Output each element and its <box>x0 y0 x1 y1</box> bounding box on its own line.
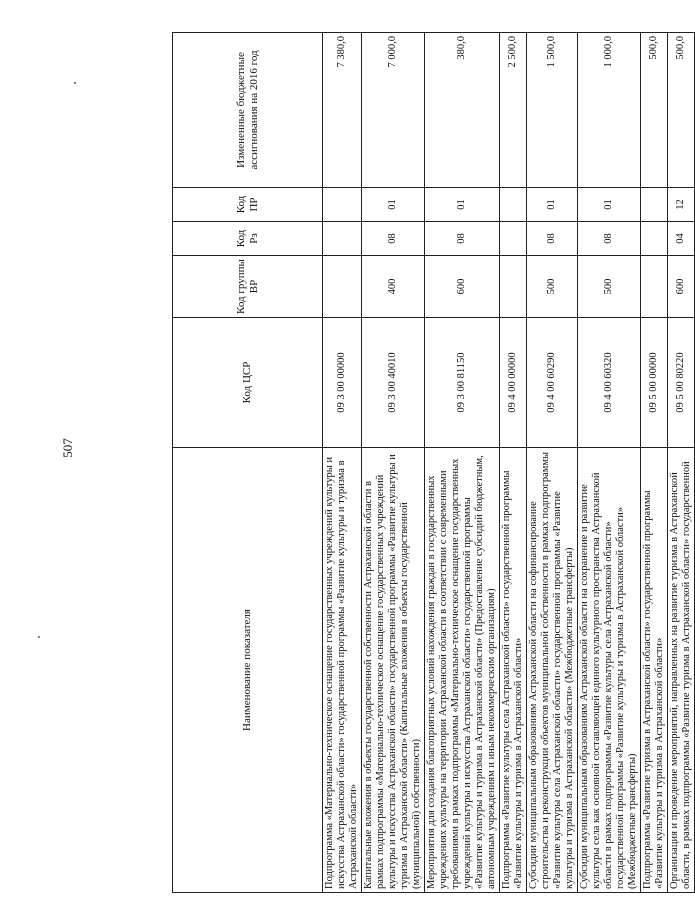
row-amount: 7 380,0 <box>323 33 362 188</box>
table-row <box>425 33 500 893</box>
row-rz <box>500 222 527 256</box>
row-vr <box>500 256 527 318</box>
row-name: Субсидии муниципальным образованиям Астраханской области на сохранение и развитие культуры села как основной составляющей единого культурного пространства Астраханской области в рамках подпрограммы «Развитие культуры села Астраханской области» государственной программы «Развитие культуры и туризма в Астраханской области» (Межбюджетные трансферты) <box>578 448 641 893</box>
row-pr: 01 <box>425 188 500 222</box>
row-amount: 500,0 <box>668 33 695 188</box>
row-rz <box>641 222 668 256</box>
header-rz: Код Рз <box>173 222 323 256</box>
rotated-table-container <box>172 33 692 893</box>
row-rz: 08 <box>362 222 425 256</box>
page-number: 507 <box>59 438 75 458</box>
table-row <box>578 33 641 893</box>
table-row <box>500 33 527 893</box>
row-pr: 01 <box>362 188 425 222</box>
row-pr <box>641 188 668 222</box>
row-rz: 04 <box>668 222 695 256</box>
table-header-row <box>173 33 323 893</box>
budget-allocation-table <box>172 32 695 893</box>
row-pr <box>500 188 527 222</box>
row-csr: 09 4 00 00000 <box>500 318 527 448</box>
table-row <box>641 33 668 893</box>
row-vr <box>641 256 668 318</box>
row-amount: 1 500,0 <box>527 33 578 188</box>
row-csr: 09 3 00 00000 <box>323 318 362 448</box>
row-rz <box>323 222 362 256</box>
row-csr: 09 3 00 81150 <box>425 318 500 448</box>
row-name: Подпрограмма «Развитие культуры села Астраханской области» государственной программы «Развитие культуры и туризма в Астраханской области» <box>500 448 527 893</box>
row-amount: 2 500,0 <box>500 33 527 188</box>
header-pr: Код ПР <box>173 188 323 222</box>
row-csr: 09 5 00 00000 <box>641 318 668 448</box>
row-vr: 500 <box>578 256 641 318</box>
row-pr: 01 <box>578 188 641 222</box>
row-name: Подпрограмма «Развитие туризма в Астраханской области» государственной программы «Развитие культуры и туризма в Астраханской области» <box>641 448 668 893</box>
row-name: Подпрограмма «Материально-техническое оснащение государственных учреждений культуры и искусства Астраханской области» государственной программы «Развитие культуры и туризма в Астраханской области» <box>323 448 362 893</box>
scan-speck <box>38 636 40 638</box>
row-name: Организация и проведение мероприятий, направленных на развитие туризма в Астраханской области, в рамках подпрограммы «Развитие туризма в Астраханской области» государственной <box>668 448 695 893</box>
row-name: Субсидии муниципальным образованиям Астраханской области на софинансирование строительства и реконструкции объектов муниципальной собственности в рамках подпрограммы «Развитие культуры села Астраханской области» государственной программы «Развитие культуры и туризма в Астраханской области» (Межбюджетные трансферты) <box>527 448 578 893</box>
row-pr: 12 <box>668 188 695 222</box>
row-vr <box>323 256 362 318</box>
row-pr: 01 <box>527 188 578 222</box>
row-csr: 09 4 00 60320 <box>578 318 641 448</box>
header-csr: Код ЦСР <box>173 318 323 448</box>
row-name: Капитальные вложения в объекты государственной собственности Астраханской области в рамках подпрограммы «Материально-техническое оснащение государственных учреждений культуры и искусства Астраханской области» государственной программы «Развитие культуры и туризма в Астраханской области» (Капитальные вложения в объекты государственной (муниципальной) собственности) <box>362 448 425 893</box>
row-csr: 09 5 00 80220 <box>668 318 695 448</box>
table-row <box>527 33 578 893</box>
row-csr: 09 4 00 60290 <box>527 318 578 448</box>
row-amount: 500,0 <box>641 33 668 188</box>
row-vr: 400 <box>362 256 425 318</box>
table-row <box>668 33 695 893</box>
row-amount: 1 000,0 <box>578 33 641 188</box>
scan-speck <box>74 82 76 84</box>
row-pr <box>323 188 362 222</box>
row-rz: 08 <box>425 222 500 256</box>
row-name: Мероприятия для создания благоприятных условий нахождения граждан в государственных учреждениях культуры на территории Астраханской области в соответствии с современными требованиями в рамках подпрограммы «Материально-техническое оснащение государственных учреждений культуры и искусства Астраханской области» государственной программы «Развитие культуры и туризма в Астраханской области» (Предоставление субсидий бюджетным, автономным учреждениям и иным некоммерческим организациям) <box>425 448 500 893</box>
table-row <box>323 33 362 893</box>
row-vr: 600 <box>425 256 500 318</box>
row-amount: 380,0 <box>425 33 500 188</box>
header-vr: Код группы ВР <box>173 256 323 318</box>
header-name: Наименование показателя <box>173 448 323 893</box>
row-amount: 7 000,0 <box>362 33 425 188</box>
row-csr: 09 3 00 40010 <box>362 318 425 448</box>
row-vr: 600 <box>668 256 695 318</box>
row-rz: 08 <box>578 222 641 256</box>
row-vr: 500 <box>527 256 578 318</box>
row-rz: 08 <box>527 222 578 256</box>
table-row <box>362 33 425 893</box>
header-amount: Измененные бюджетные ассигнования на 2016 год <box>173 33 323 188</box>
